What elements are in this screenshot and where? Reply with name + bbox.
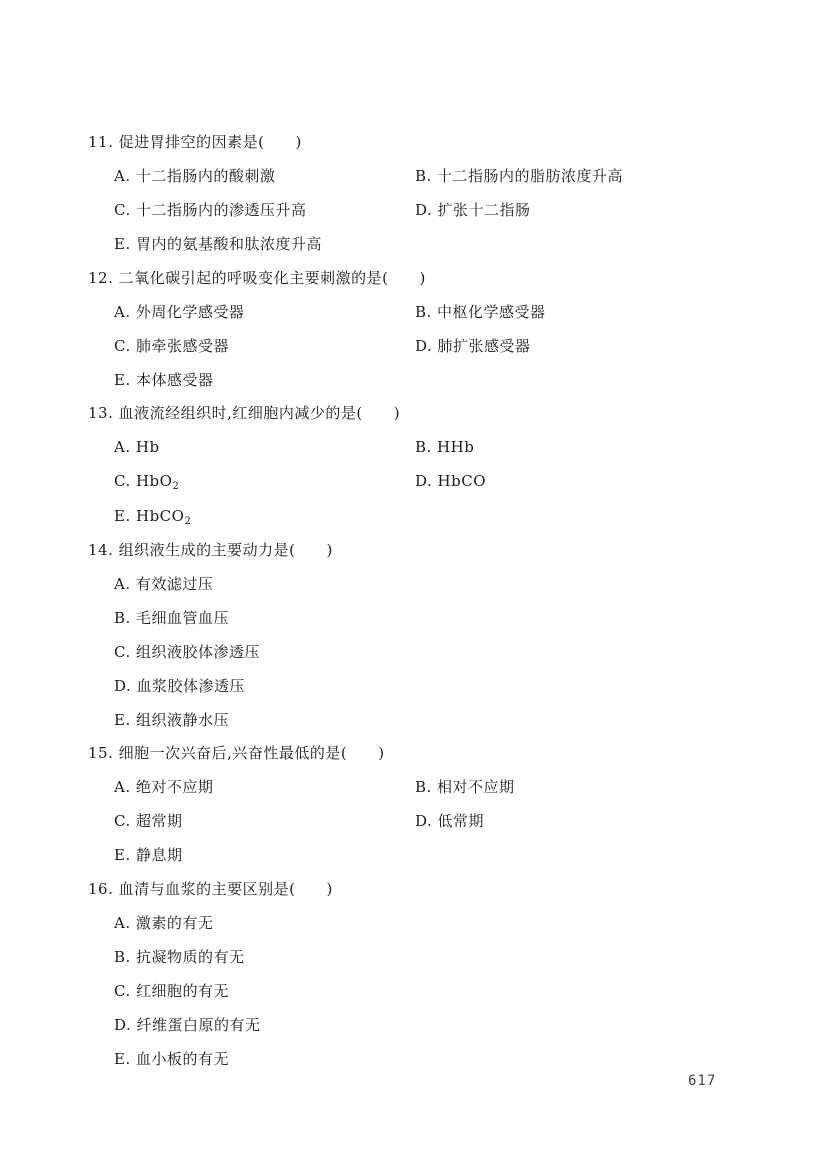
question-11-option-c: C. 十二指肠内的渗透压升高 xyxy=(114,201,307,219)
question-13-option-d: D. HbCO xyxy=(415,472,486,490)
question-11-option-b: B. 十二指肠内的脂肪浓度升高 xyxy=(415,167,624,185)
question-14-stem: 14. 组织液生成的主要动力是( ) xyxy=(88,541,333,559)
question-13-option-b: B. HHb xyxy=(415,438,475,456)
question-13-option-e-subscript: 2 xyxy=(184,516,192,527)
question-13-option-e xyxy=(114,506,191,526)
question-15-option-b: B. 相对不应期 xyxy=(415,778,515,796)
question-14-option-c: C. 组织液胶体渗透压 xyxy=(114,643,260,661)
question-15-option-d: D. 低常期 xyxy=(415,812,485,830)
question-13-stem: 13. 血液流经组织时,红细胞内减少的是( ) xyxy=(88,404,401,422)
question-12-option-a: A. 外周化学感受器 xyxy=(114,303,245,321)
question-13-option-c-text: C. HbO xyxy=(114,472,173,490)
question-14-option-b: B. 毛细血管血压 xyxy=(114,609,230,627)
question-15-option-c: C. 超常期 xyxy=(114,812,183,830)
question-15-stem: 15. 细胞一次兴奋后,兴奋性最低的是( ) xyxy=(88,744,385,762)
question-12-option-d: D. 肺扩张感受器 xyxy=(415,337,531,355)
question-13-option-e-text: E. HbCO xyxy=(114,507,185,525)
question-12-option-c: C. 肺牵张感受器 xyxy=(114,337,229,355)
question-11-stem: 11. 促进胃排空的因素是( ) xyxy=(88,133,302,151)
page-number: 617 xyxy=(688,1073,717,1089)
question-16-option-b: B. 抗凝物质的有无 xyxy=(114,948,245,966)
question-12-option-e: E. 本体感受器 xyxy=(114,371,214,389)
question-16-option-d: D. 纤维蛋白原的有无 xyxy=(114,1016,261,1034)
question-11-option-a: A. 十二指肠内的酸刺激 xyxy=(114,167,276,185)
question-16-option-a: A. 激素的有无 xyxy=(114,914,214,932)
question-15-option-e: E. 静息期 xyxy=(114,846,183,864)
question-16-stem: 16. 血清与血浆的主要区别是( ) xyxy=(88,880,333,898)
question-14-option-e: E. 组织液静水压 xyxy=(114,711,229,729)
question-11-option-d: D. 扩张十二指肠 xyxy=(415,201,531,219)
question-13-option-c xyxy=(114,471,179,491)
question-15-option-a: A. 绝对不应期 xyxy=(114,778,214,796)
question-11-option-e: E. 胃内的氨基酸和肽浓度升高 xyxy=(114,235,322,253)
question-12-option-b: B. 中枢化学感受器 xyxy=(415,303,546,321)
question-13-option-a: A. Hb xyxy=(114,438,160,456)
question-12-stem: 12. 二氧化碳引起的呼吸变化主要刺激的是( ) xyxy=(88,269,426,287)
question-14-option-d: D. 血浆胶体渗透压 xyxy=(114,677,246,695)
question-16-option-e: E. 血小板的有无 xyxy=(114,1050,229,1068)
question-13-option-c-subscript: 2 xyxy=(172,481,180,492)
question-14-option-a: A. 有效滤过压 xyxy=(114,575,214,593)
question-16-option-c: C. 红细胞的有无 xyxy=(114,982,229,1000)
